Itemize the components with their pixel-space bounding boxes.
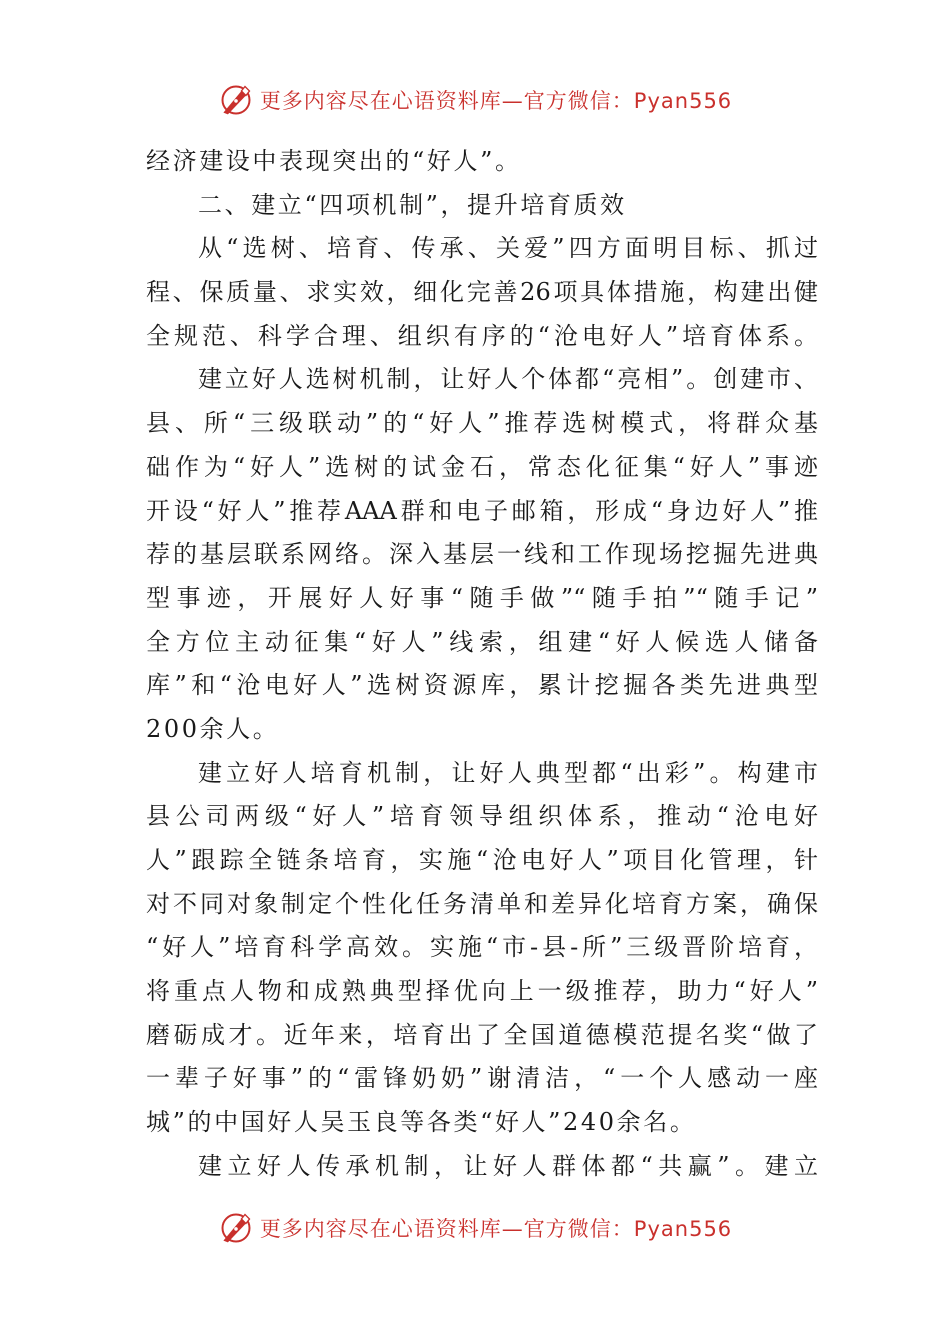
- body-line: 200余人。: [146, 714, 280, 743]
- body-line: 建立好人培育机制，让好人典型都“出彩”。构建市: [198, 758, 818, 787]
- body-line: 建立好人选树机制，让好人个体都“亮相”。创建市、: [198, 365, 818, 394]
- section-heading: 二、建立“四项机制”，提升培育质效: [198, 190, 627, 219]
- body-line: 从“选树、培育、传承、关爱”四方面明目标、抓过: [198, 234, 818, 263]
- body-line: 库”和“沧电好人”选树资源库，累计挖掘各类先进典型: [146, 671, 818, 700]
- body-line: 全规范、科学合理、组织有序的“沧电好人”培育体系。: [146, 321, 818, 350]
- pen-nib-logo-icon: [218, 1210, 254, 1246]
- pen-nib-logo-icon: [218, 82, 254, 118]
- body-line: 程、保质量、求实效，细化完善26项具体措施，构建出健: [146, 278, 818, 307]
- footer-watermark-text: 更多内容尽在心语资料库—官方微信：Pyan556: [259, 1217, 733, 1241]
- body-line: 城”的中国好人吴玉良等各类“好人”240余名。: [146, 1108, 697, 1137]
- body-line: 荐的基层联系网络。深入基层一线和工作现场挖掘先进典: [146, 540, 818, 569]
- body-line: 县、所“三级联动”的“好人”推荐选树模式，将群众基: [146, 409, 818, 438]
- body-line: 县公司两级“好人”培育领导组织体系，推动“沧电好: [146, 802, 818, 831]
- body-line: 人”跟踪全链条培育，实施“沧电好人”项目化管理，针: [146, 846, 818, 874]
- body-line: 建立好人传承机制，让好人群体都“共赢”。建立: [198, 1151, 818, 1180]
- body-line: “好人”培育科学高效。实施“市-县-所”三级晋阶培育，: [146, 933, 818, 962]
- body-line: 型事迹，开展好人好事“随手做”“随手拍”“随手记”: [146, 583, 818, 612]
- body-line: 础作为“好人”选树的试金石，常态化征集“好人”事迹: [146, 452, 818, 481]
- document-body: [146, 140, 818, 1189]
- body-line: 将重点人物和成熟典型择优向上一级推荐，助力“好人”: [146, 977, 818, 1006]
- body-line: 经济建设中表现突出的“好人”。: [146, 147, 522, 175]
- header-banner: [0, 80, 950, 120]
- body-line: 磨砺成才。近年来，培育出了全国道德模范提名奖“做了: [146, 1020, 818, 1049]
- body-line: 一辈子好事”的“雷锋奶奶”谢清洁，“一个人感动一座: [146, 1064, 818, 1093]
- header-watermark-text: 更多内容尽在心语资料库—官方微信：Pyan556: [259, 89, 733, 113]
- body-line: 对不同对象制定个性化任务清单和差异化培育方案，确保: [146, 889, 818, 918]
- footer-banner: [0, 1208, 950, 1248]
- body-line: 全方位主动征集“好人”线索，组建“好人候选人储备: [146, 627, 818, 656]
- body-line: 开设“好人”推荐AAA群和电子邮箱，形成“身边好人”推: [146, 496, 818, 525]
